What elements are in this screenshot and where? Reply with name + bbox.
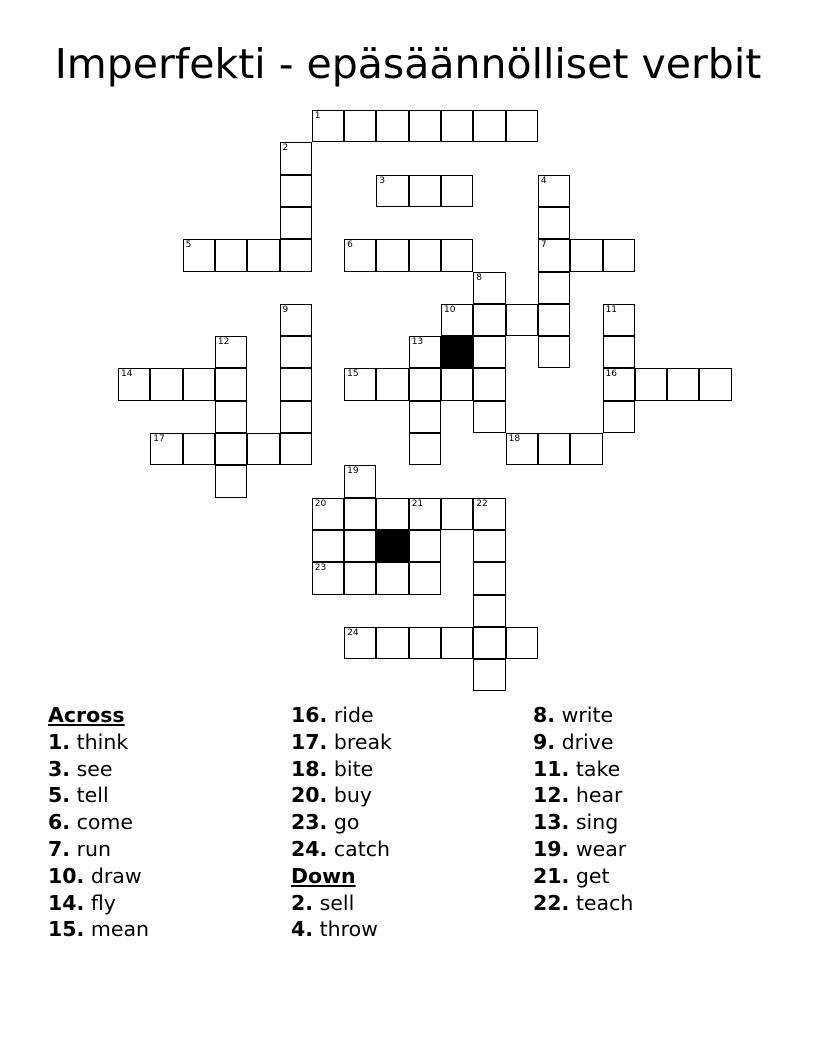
clue-across-24: 24. catch xyxy=(291,836,390,861)
grid-cell[interactable] xyxy=(376,239,408,271)
grid-cell[interactable] xyxy=(473,401,505,433)
grid-cell[interactable] xyxy=(473,304,505,336)
clue-number: 17 xyxy=(153,434,165,444)
grid-cell[interactable] xyxy=(409,627,441,659)
grid-cell[interactable] xyxy=(441,304,473,336)
clue-across-6: 6. come xyxy=(48,810,133,835)
clue-number: 16 xyxy=(605,369,617,380)
grid-cell[interactable] xyxy=(344,627,376,659)
grid-cell[interactable] xyxy=(215,336,247,368)
clue-number: 18 xyxy=(508,434,521,444)
grid-cell[interactable] xyxy=(344,110,376,142)
grid-cell[interactable] xyxy=(538,272,570,304)
clue-number: 14 xyxy=(121,369,133,380)
grid-cell[interactable] xyxy=(409,110,441,142)
grid-cell[interactable] xyxy=(344,498,376,530)
clue-across-23: 23. go xyxy=(291,810,360,835)
clue-number: 20 xyxy=(314,498,327,509)
grid-cell[interactable] xyxy=(376,562,408,594)
grid-cell[interactable] xyxy=(473,562,505,594)
grid-cell[interactable] xyxy=(183,239,215,271)
clue-across-7: 7. run xyxy=(48,836,112,861)
black-square xyxy=(376,530,408,562)
grid-cell[interactable] xyxy=(473,272,505,304)
grid-cell[interactable] xyxy=(215,401,247,433)
grid-cell[interactable] xyxy=(538,304,570,336)
grid-cell[interactable] xyxy=(280,207,312,239)
clue-across-20: 20. buy xyxy=(291,783,372,808)
clue-number: 22 xyxy=(476,498,488,509)
grid-cell[interactable] xyxy=(441,175,473,207)
grid-cell[interactable] xyxy=(312,530,344,562)
grid-cell[interactable] xyxy=(667,368,699,400)
grid-cell[interactable] xyxy=(473,368,505,400)
grid-cell[interactable] xyxy=(344,239,376,271)
grid-cell[interactable] xyxy=(376,368,408,400)
clue-down-22: 22. teach xyxy=(533,890,634,915)
clue-down-12: 12. hear xyxy=(533,783,623,808)
grid-cell[interactable] xyxy=(506,304,538,336)
clue-across-17: 17. break xyxy=(291,729,392,754)
clue-number: 21 xyxy=(411,498,424,509)
grid-cell[interactable] xyxy=(473,110,505,142)
grid-cell[interactable] xyxy=(538,175,570,207)
grid-cell[interactable] xyxy=(603,401,635,433)
clue-down-19: 19. wear xyxy=(533,836,627,861)
grid-cell[interactable] xyxy=(150,368,182,400)
grid-cell[interactable] xyxy=(215,465,247,497)
grid-cell[interactable] xyxy=(183,368,215,400)
clue-number: 8 xyxy=(476,272,483,283)
clue-down-21: 21. get xyxy=(533,863,610,888)
clue-across-14: 14. fly xyxy=(48,890,116,915)
grid-cell[interactable] xyxy=(409,498,441,530)
grid-cell[interactable] xyxy=(570,433,602,465)
grid-cell[interactable] xyxy=(441,498,473,530)
grid-cell[interactable] xyxy=(603,239,635,271)
grid-cell[interactable] xyxy=(473,530,505,562)
grid-cell[interactable] xyxy=(409,562,441,594)
across-heading: Across xyxy=(48,703,125,727)
clue-down-2: 2. sell xyxy=(291,890,355,915)
clue-column-1 xyxy=(48,702,149,943)
grid-cell[interactable] xyxy=(344,562,376,594)
grid-cell[interactable] xyxy=(409,175,441,207)
clue-down-11: 11. take xyxy=(533,756,621,781)
grid-cell[interactable] xyxy=(699,368,731,400)
clue-across-16: 16. ride xyxy=(291,703,374,727)
grid-cell[interactable] xyxy=(247,239,279,271)
down-heading: Down xyxy=(291,863,356,888)
grid-cell[interactable] xyxy=(506,627,538,659)
grid-cell[interactable] xyxy=(312,110,344,142)
clue-number: 10 xyxy=(444,304,456,315)
grid-cell[interactable] xyxy=(441,627,473,659)
grid-cell[interactable] xyxy=(473,498,505,530)
grid-cell[interactable] xyxy=(280,304,312,336)
grid-cell[interactable] xyxy=(280,401,312,433)
grid-cell[interactable] xyxy=(376,498,408,530)
clue-number: 9 xyxy=(282,304,289,315)
grid-cell[interactable] xyxy=(280,239,312,271)
clue-number: 7 xyxy=(540,240,547,251)
clue-number: 12 xyxy=(217,337,230,348)
grid-cell[interactable] xyxy=(409,530,441,562)
grid-cell[interactable] xyxy=(538,433,570,465)
grid-cell[interactable] xyxy=(376,627,408,659)
grid-cell[interactable] xyxy=(603,304,635,336)
grid-cell[interactable] xyxy=(635,368,667,400)
clue-across-15: 15. mean xyxy=(48,917,149,942)
clue-number: 5 xyxy=(185,240,192,251)
grid-cell[interactable] xyxy=(409,401,441,433)
grid-cell[interactable] xyxy=(538,336,570,368)
grid-cell[interactable] xyxy=(473,627,505,659)
clue-column-2 xyxy=(291,702,392,943)
clue-down-8: 8. write xyxy=(533,703,614,727)
puzzle-title: Imperfekti - epäsäännölliset verbit xyxy=(54,40,762,88)
grid-cell[interactable] xyxy=(247,433,279,465)
grid-cell[interactable] xyxy=(473,595,505,627)
clue-number: 24 xyxy=(347,627,359,638)
clue-across-1: 1. think xyxy=(48,729,129,754)
grid-cell[interactable] xyxy=(280,433,312,465)
grid-cell[interactable] xyxy=(409,239,441,271)
grid-cell[interactable] xyxy=(376,110,408,142)
clue-down-13: 13. sing xyxy=(533,810,619,835)
clue-number: 3 xyxy=(379,175,386,186)
grid-cell[interactable] xyxy=(603,368,635,400)
clue-across-10: 10. draw xyxy=(48,863,142,888)
grid-cell[interactable] xyxy=(215,433,247,465)
black-square xyxy=(441,336,473,368)
grid-cell[interactable] xyxy=(409,336,441,368)
grid-cell[interactable] xyxy=(280,368,312,400)
grid-cell[interactable] xyxy=(441,239,473,271)
grid-cell[interactable] xyxy=(473,336,505,368)
clue-number: 13 xyxy=(411,337,424,348)
clue-number: 2 xyxy=(282,143,289,154)
grid-cell[interactable] xyxy=(280,142,312,174)
grid-cell[interactable] xyxy=(215,368,247,400)
clue-number: 19 xyxy=(347,466,359,477)
grid-cell[interactable] xyxy=(570,239,602,271)
clue-number: 6 xyxy=(347,240,353,251)
grid-cell[interactable] xyxy=(344,368,376,400)
clue-number: 4 xyxy=(540,175,547,186)
clue-across-5: 5. tell xyxy=(48,783,109,808)
grid-cell[interactable] xyxy=(183,433,215,465)
grid-cell[interactable] xyxy=(280,336,312,368)
grid-cell[interactable] xyxy=(409,368,441,400)
clue-column-3 xyxy=(533,702,633,916)
grid-cell[interactable] xyxy=(538,207,570,239)
clue-down-9: 9. drive xyxy=(533,729,614,754)
grid-cell[interactable] xyxy=(409,433,441,465)
clue-number: 15 xyxy=(347,369,359,380)
grid-cell[interactable] xyxy=(376,175,408,207)
grid-cell[interactable] xyxy=(312,498,344,530)
grid-cell[interactable] xyxy=(538,239,570,271)
grid-cell[interactable] xyxy=(506,433,538,465)
grid-cell[interactable] xyxy=(506,110,538,142)
grid-cell[interactable] xyxy=(473,659,505,691)
grid-cell[interactable] xyxy=(280,175,312,207)
grid-cell[interactable] xyxy=(118,368,150,400)
clue-across-3: 3. see xyxy=(48,756,113,781)
grid-cell[interactable] xyxy=(441,110,473,142)
clue-number: 11 xyxy=(605,304,617,315)
clue-number: 23 xyxy=(314,563,327,574)
grid-cell[interactable] xyxy=(312,562,344,594)
grid-cell[interactable] xyxy=(215,239,247,271)
clue-number: 1 xyxy=(314,111,321,121)
clue-across-18: 18. bite xyxy=(291,756,374,781)
grid-cell[interactable] xyxy=(603,336,635,368)
grid-cell[interactable] xyxy=(441,368,473,400)
clue-down-4: 4. throw xyxy=(291,917,378,942)
grid-cell[interactable] xyxy=(344,530,376,562)
grid-cell[interactable] xyxy=(150,433,182,465)
grid-cell[interactable] xyxy=(344,465,376,497)
